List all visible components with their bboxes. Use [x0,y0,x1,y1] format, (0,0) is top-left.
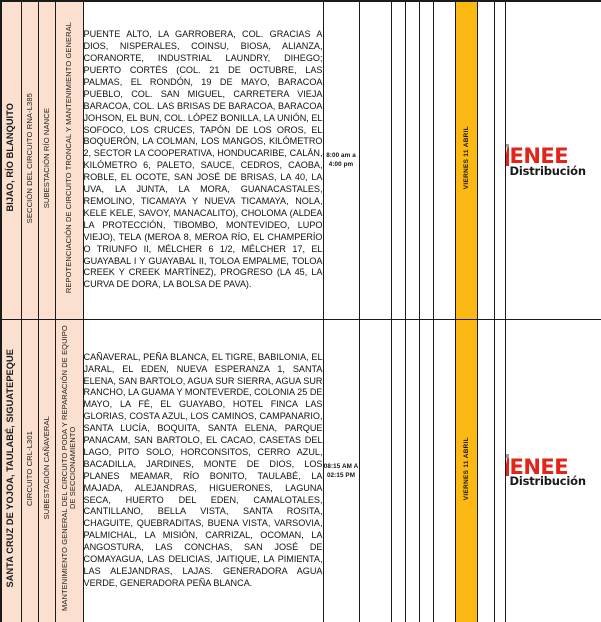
enee-logo [505,454,600,488]
spacer-cell-5 [433,319,455,622]
spacer-cell-7 [494,319,505,622]
logo-top-row [505,144,600,169]
enee-mark-icon [505,144,509,166]
affected-areas-cell [83,1,323,319]
affected-areas-text: CAÑAVERAL, PEÑA BLANCA, EL TIGRE, BABILONIA, EL JARAL, EL EDEN, NUEVA ESPERANZA 1, SANTA ELENA, SAN BARTOLO, AGUA SUR SIERRA, AGUA SUR RANCHO, LA GUAMA Y MONTEVERDE, COLONIA 25 DE MAYO, LA FÉ, EL GUAYABO, HOTEL FINCA LAS GLORIAS, COSTA AZUL, LOS CAMINOS, CAMPANARIO, SANTA LUCÍA, BOQUITA, SANTA ELENA, PARQUE PANACAM, SAN BARTOLO, EL CACAO, CASETAS DEL LAGO, PITO SOLO, HORCONSITOS, CERRO AZUL, BACADILLA, JARDINES, MONTE DE DIOS, LOS PLANES MEAMAR, RÍO BONITO, TAULABÉ, LA MAJADA, ALEJANDRAS, HIGUERONES, LAGUNA SECA, HUERTO DEL EDEN, CAMALOTALES, CANTILLANO, BELLA VISTA, SANTA ROSITA, CHAGUITE, QUEBRADITAS, BUENA VISTA, VARSOVIA, PALMICHAL, LA MISIÓN, CARRIZAL, OCOMAN, LA ANGOSTURA, LAS CONCHAS, SAN JOSÉ DE COMAYAGUA, LAS DELICIAS, JAITIQUE, LA PIMIENTA, LAS ALEJANDRAS, LAJAS. GENERADORA AGUA VERDE, GENERADORA PEÑA BLANCA. [83,351,323,588]
work-type-label: MANTENIMIENTO GENERAL DEL CIRCUITO PODA Y REPARACIÓN DE EQUIPO DE SECCIONAMIENTO [60,325,77,612]
spacer-cell-2 [391,1,405,319]
substation-cell [38,319,55,622]
time-range-label: 8:00 am a 4:00 pm [326,152,356,169]
area-cell [1,1,21,319]
table-row [1,1,601,319]
day-highlight-cell [455,319,477,622]
logo-cell [505,319,601,622]
spacer-cell-4 [419,1,433,319]
spacer-cell-5 [433,1,455,319]
area-label: SANTA CRUZ DE YOJOA, TAULABÉ, SIGUATEPEQUE [5,349,16,588]
spacer-cell-1 [359,319,391,622]
day-label: VIERNES 11 ABRIL [462,436,470,500]
spacer-cell-7 [494,1,505,319]
time-range-cell [323,1,359,319]
affected-areas-cell [83,319,323,622]
spacer-cell-2 [391,319,405,622]
time-range-cell [323,319,359,622]
table-row [1,319,601,622]
substation-label: SUBESTACIÓN RÍO NANCE [41,107,51,208]
area-label: BIJAO, RÍO BLANQUITO [5,103,16,212]
area-cell [1,319,21,622]
affected-areas-text: PUENTE ALTO, LA GARROBERA, COL. GRACIAS A DIOS, NISPERALES, COINSU, BIOSA, ALIANZA, CORANORTE, INDUSTRIAL LAUNDRY, DIHEGO; PUERTO CORTÉS (COL. 21 DE OCTUBRE, LAS PALMAS, EL RONDÓN, 19 DE MAYO, BARACOA PUEBLO, COL. SAN MIGUEL, CARRETERA VIEJA BARACOA, COL. LAS BRISAS DE BARACOA, BARACOA JOHSON, EL BUN, COL. LÓPEZ BONILLA, LA UNIÓN, EL SOFOCO, LOS CRUCES, TAPÓN DE LOS OROS, EL BOQUERÓN, LA COLMAN, LOS MANGOS, KILÓMETRO 2, SECTOR LA COOPERATIVA, HONDUCARIBE, CALÁN, KILÓMETRO 6, PALETO, SAUCE, CEDROS, CAOBA, ROBLE, EL OCOTE, SAN JOSÉ DE BRISAS, LA 40, LA UVA, LA JUNTA, LA MORA, GUANACASTALES, REMOLINO, TICAMAYA Y NUEVA TICAMAYA, NOLA, KELE KELE, SAVOY, MANACALITO), CHOLOMA (ALDEA LA PROTECCIÓN, TIBOMBO, MONTEVIDEO, LUPO VIEJO), TELA (MEROA 8, MEROA RÍO, EL CHAMPERÍO O TRIUNFO II, MÉLCHER 6 1/2, MÉLCHER 17, EL GUAYABAL I Y GUAYABAL II, TOLOA EMPALME, TOLOA CREEK Y CREEK MARTÍNEZ), PROGRESO (LA 45, LA CURVA DE DORA, LA BOLSA DE PAVA). [83,29,323,290]
spacer-cell-3 [405,319,419,622]
logo-subtitle: Distribución [509,163,586,178]
spacer-cell-3 [405,1,419,319]
section-cell [21,319,38,622]
substation-cell [38,1,55,319]
day-label: VIERNES 11 ABRIL [462,126,470,190]
logo-subtitle: Distribución [509,474,586,488]
logo-wordmark: ENEE [509,454,569,479]
section-label: CIRCUITO CRL-L301 [24,430,34,506]
substation-label: SUBESTACIÓN CAÑAVERAL [41,416,51,520]
section-cell [21,1,38,319]
enee-logo [505,144,600,178]
enee-mark-icon [505,454,509,476]
spacer-cell-1 [359,1,391,319]
logo-wordmark: ENEE [509,144,569,169]
spacer-cell-4 [419,319,433,622]
section-label: SECCIÓN DEL CIRCUITO RNA-L385 [24,92,34,223]
work-type-cell [55,319,83,622]
work-type-cell [55,1,83,319]
day-highlight-cell [455,1,477,319]
spacer-cell-6 [477,1,494,319]
spacer-cell-6 [477,319,494,622]
time-range-label: 08:15 AM A 02:15 PM [323,462,359,479]
logo-top-row [505,454,600,479]
logo-cell [505,1,601,319]
work-type-label: REPOTENCIACIÓN DE CIRCUITO TRONCAL Y MANTENIMIENTO GENERAL [64,22,74,294]
